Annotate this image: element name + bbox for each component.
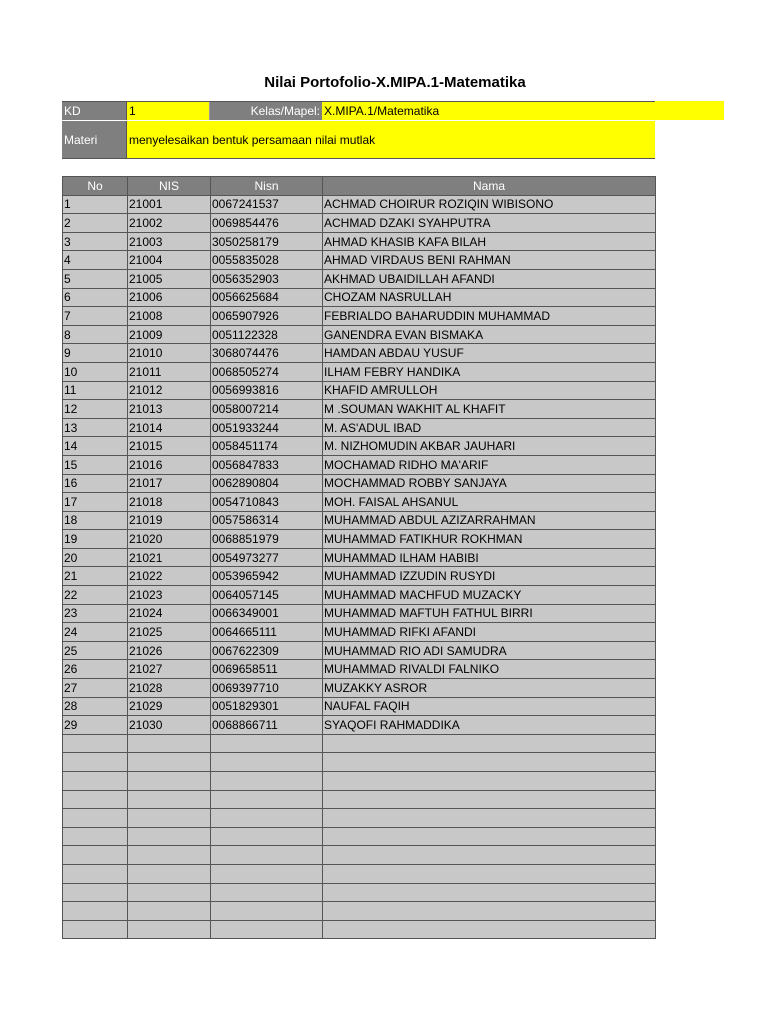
cell-nisn[interactable]: 0051122328 [211,325,323,344]
cell-no[interactable]: 10 [63,362,128,381]
cell-nama[interactable]: ACHMAD CHOIRUR ROZIQIN WIBISONO [323,195,656,214]
cell-no[interactable] [63,827,128,846]
cell-nama[interactable]: M. AS'ADUL IBAD [323,418,656,437]
cell-nama[interactable]: MUHAMMAD RIFKI AFANDI [323,623,656,642]
table-row [63,418,656,437]
table-row [63,307,656,326]
cell-nama[interactable]: KHAFID AMRULLOH [323,381,656,400]
cell-nisn[interactable] [211,864,323,883]
table-row [63,455,656,474]
cell-nisn[interactable] [211,734,323,753]
cell-nis[interactable]: 21010 [128,344,211,363]
cell-nis[interactable] [128,734,211,753]
cell-nama[interactable] [323,920,656,939]
cell-nama[interactable]: SYAQOFI RAHMADDIKA [323,716,656,735]
kd-row [62,101,724,120]
cell-no[interactable]: 29 [63,716,128,735]
cell-nis[interactable] [128,827,211,846]
cell-nisn[interactable]: 0068505274 [211,362,323,381]
cell-nama[interactable]: AKHMAD UBAIDILLAH AFANDI [323,269,656,288]
cell-nama[interactable]: MOH. FAISAL AHSANUL [323,493,656,512]
cell-nis[interactable]: 21005 [128,269,211,288]
cell-no[interactable]: 25 [63,641,128,660]
cell-nisn[interactable]: 0053965942 [211,567,323,586]
cell-no[interactable]: 23 [63,604,128,623]
cell-nis[interactable]: 21011 [128,362,211,381]
cell-nis[interactable]: 21001 [128,195,211,214]
cell-nisn[interactable] [211,883,323,902]
cell-nama[interactable] [323,864,656,883]
table-row [63,251,656,270]
cell-nis[interactable]: 21029 [128,697,211,716]
cell-nisn[interactable]: 0062890804 [211,474,323,493]
cell-no[interactable]: 3 [63,232,128,251]
cell-no[interactable] [63,883,128,902]
cell-no[interactable]: 8 [63,325,128,344]
table-row [63,530,656,549]
cell-nisn[interactable]: 0069397710 [211,679,323,698]
table-row [63,604,656,623]
cell-nama[interactable]: MUHAMMAD ABDUL AZIZARRAHMAN [323,511,656,530]
cell-nama[interactable] [323,827,656,846]
cell-nis[interactable]: 21023 [128,586,211,605]
cell-nis[interactable]: 21008 [128,307,211,326]
cell-nama[interactable]: MUZAKKY ASROR [323,679,656,698]
table-row [63,232,656,251]
header-no: No [63,177,128,196]
cell-nis[interactable]: 21019 [128,511,211,530]
cell-no[interactable]: 1 [63,195,128,214]
table-row [63,790,656,809]
cell-nisn[interactable]: 0069658511 [211,660,323,679]
cell-nis[interactable]: 21004 [128,251,211,270]
table-row [63,325,656,344]
cell-no[interactable]: 12 [63,400,128,419]
cell-no[interactable] [63,790,128,809]
cell-nama[interactable]: AHMAD KHASIB KAFA BILAH [323,232,656,251]
cell-nis[interactable] [128,809,211,828]
cell-nama[interactable]: MUHAMMAD RIVALDI FALNIKO [323,660,656,679]
cell-nama[interactable] [323,883,656,902]
cell-nisn[interactable]: 0055835028 [211,251,323,270]
cell-nama[interactable]: M. NIZHOMUDIN AKBAR JAUHARI [323,437,656,456]
cell-nisn[interactable] [211,809,323,828]
table-row [63,660,656,679]
cell-nisn[interactable]: 3050258179 [211,232,323,251]
cell-no[interactable]: 27 [63,679,128,698]
cell-no[interactable] [63,920,128,939]
table-row [63,437,656,456]
materi-label: Materi [62,121,127,158]
cell-no[interactable]: 24 [63,623,128,642]
cell-nama[interactable] [323,846,656,865]
cell-nama[interactable]: CHOZAM NASRULLAH [323,288,656,307]
cell-nis[interactable] [128,790,211,809]
cell-nis[interactable]: 21012 [128,381,211,400]
student-table [62,176,656,939]
cell-nama[interactable]: ACHMAD DZAKI SYAHPUTRA [323,214,656,233]
cell-nama[interactable] [323,790,656,809]
cell-nisn[interactable]: 0051933244 [211,418,323,437]
table-row [63,195,656,214]
table-row [63,716,656,735]
kelas-value[interactable]: X.MIPA.1/Matematika [322,101,724,120]
cell-nisn[interactable]: 0064057145 [211,586,323,605]
cell-nisn[interactable]: 0066349001 [211,604,323,623]
cell-no[interactable]: 15 [63,455,128,474]
cell-nama[interactable]: GANENDRA EVAN BISMAKA [323,325,656,344]
cell-nis[interactable]: 21009 [128,325,211,344]
table-row [63,400,656,419]
cell-nisn[interactable]: 0054973277 [211,548,323,567]
table-row [63,753,656,772]
cell-nis[interactable] [128,883,211,902]
table-row [63,809,656,828]
cell-nis[interactable]: 21017 [128,474,211,493]
cell-nis[interactable]: 21002 [128,214,211,233]
cell-nis[interactable]: 21003 [128,232,211,251]
cell-nis[interactable]: 21006 [128,288,211,307]
cell-nisn[interactable]: 0067622309 [211,641,323,660]
cell-no[interactable]: 26 [63,660,128,679]
table-row [63,511,656,530]
cell-no[interactable]: 2 [63,214,128,233]
cell-nis[interactable]: 21028 [128,679,211,698]
cell-nis[interactable] [128,753,211,772]
cell-no[interactable] [63,734,128,753]
cell-nis[interactable]: 21026 [128,641,211,660]
cell-no[interactable]: 7 [63,307,128,326]
cell-nama[interactable]: MUHAMMAD RIO ADI SAMUDRA [323,641,656,660]
kelas-label: Kelas/Mapel: [210,101,322,120]
cell-nisn[interactable] [211,753,323,772]
cell-nama[interactable] [323,753,656,772]
table-row [63,344,656,363]
cell-nisn[interactable]: 0068851979 [211,530,323,549]
table-row [63,548,656,567]
cell-nama[interactable]: MOCHAMMAD ROBBY SANJAYA [323,474,656,493]
cell-nama[interactable]: ILHAM FEBRY HANDIKA [323,362,656,381]
cell-nisn[interactable] [211,846,323,865]
table-row [63,772,656,791]
cell-nisn[interactable]: 0056993816 [211,381,323,400]
cell-nisn[interactable]: 0051829301 [211,697,323,716]
cell-no[interactable]: 16 [63,474,128,493]
table-row [63,679,656,698]
cell-no[interactable]: 28 [63,697,128,716]
cell-nis[interactable]: 21025 [128,623,211,642]
cell-no[interactable] [63,753,128,772]
cell-nama[interactable]: MUHAMMAD IZZUDIN RUSYDI [323,567,656,586]
cell-nisn[interactable]: 0056352903 [211,269,323,288]
cell-no[interactable]: 19 [63,530,128,549]
cell-nisn[interactable] [211,902,323,921]
table-row [63,493,656,512]
cell-no[interactable]: 5 [63,269,128,288]
cell-nisn[interactable]: 0057586314 [211,511,323,530]
cell-no[interactable]: 14 [63,437,128,456]
cell-no[interactable] [63,772,128,791]
cell-no[interactable] [63,846,128,865]
cell-nama[interactable]: MOCHAMAD RIDHO MA'ARIF [323,455,656,474]
cell-no[interactable]: 11 [63,381,128,400]
table-row [63,381,656,400]
cell-nama[interactable]: MUHAMMAD MACHFUD MUZACKY [323,586,656,605]
header-nama: Nama [323,177,656,196]
cell-nis[interactable]: 21022 [128,567,211,586]
cell-nisn[interactable]: 0054710843 [211,493,323,512]
table-row [63,902,656,921]
materi-row [62,121,655,159]
cell-nisn[interactable]: 0065907926 [211,307,323,326]
cell-nama[interactable] [323,902,656,921]
cell-nama[interactable] [323,734,656,753]
table-row [63,641,656,660]
table-row [63,864,656,883]
table-row [63,827,656,846]
cell-no[interactable]: 18 [63,511,128,530]
cell-nisn[interactable] [211,790,323,809]
cell-nama[interactable]: MUHAMMAD ILHAM HABIBI [323,548,656,567]
header-nis: NIS [128,177,211,196]
cell-nisn[interactable]: 0064665111 [211,623,323,642]
cell-no[interactable] [63,902,128,921]
table-row [63,846,656,865]
table-row [63,734,656,753]
cell-nama[interactable]: FEBRIALDO BAHARUDDIN MUHAMMAD [323,307,656,326]
cell-nama[interactable]: M .SOUMAN WAKHIT AL KHAFIT [323,400,656,419]
cell-no[interactable]: 21 [63,567,128,586]
table-row [63,883,656,902]
cell-nisn[interactable]: 0056625684 [211,288,323,307]
cell-nama[interactable]: MUHAMMAD FATIKHUR ROKHMAN [323,530,656,549]
cell-nis[interactable]: 21015 [128,437,211,456]
kd-value[interactable]: 1 [127,101,210,120]
cell-nis[interactable]: 21027 [128,660,211,679]
table-row [63,269,656,288]
cell-no[interactable]: 13 [63,418,128,437]
cell-nama[interactable]: AHMAD VIRDAUS BENI RAHMAN [323,251,656,270]
table-row [63,623,656,642]
cell-nisn[interactable] [211,827,323,846]
cell-nis[interactable] [128,864,211,883]
cell-nis[interactable]: 21030 [128,716,211,735]
table-row [63,586,656,605]
cell-nisn[interactable] [211,920,323,939]
table-row [63,474,656,493]
cell-no[interactable]: 6 [63,288,128,307]
cell-nama[interactable]: HAMDAN ABDAU YUSUF [323,344,656,363]
materi-value[interactable]: menyelesaikan bentuk persamaan nilai mutlak [127,121,655,158]
cell-nis[interactable] [128,920,211,939]
cell-nama[interactable] [323,772,656,791]
cell-nisn[interactable]: 0069854476 [211,214,323,233]
cell-nama[interactable]: NAUFAL FAQIH [323,697,656,716]
cell-no[interactable]: 4 [63,251,128,270]
kd-label: KD [62,101,127,120]
cell-no[interactable] [63,864,128,883]
table-row [63,288,656,307]
cell-nisn[interactable]: 0067241537 [211,195,323,214]
cell-nis[interactable]: 21013 [128,400,211,419]
cell-no[interactable] [63,809,128,828]
cell-no[interactable]: 17 [63,493,128,512]
cell-nis[interactable]: 21020 [128,530,211,549]
cell-no[interactable]: 9 [63,344,128,363]
cell-nisn[interactable] [211,772,323,791]
page-title: Nilai Portofolio-X.MIPA.1-Matematika [264,74,526,91]
cell-nis[interactable]: 21024 [128,604,211,623]
cell-nis[interactable]: 21016 [128,455,211,474]
cell-nis[interactable] [128,772,211,791]
cell-nama[interactable]: MUHAMMAD MAFTUH FATHUL BIRRI [323,604,656,623]
table-row [63,567,656,586]
table-header-row [63,177,656,196]
table-row [63,697,656,716]
cell-no[interactable]: 20 [63,548,128,567]
table-row [63,362,656,381]
cell-no[interactable]: 22 [63,586,128,605]
cell-nisn[interactable]: 0068866711 [211,716,323,735]
cell-nis[interactable]: 21018 [128,493,211,512]
cell-nisn[interactable]: 0056847833 [211,455,323,474]
cell-nama[interactable] [323,809,656,828]
header-nisn: Nisn [211,177,323,196]
table-row [63,920,656,939]
table-row [63,214,656,233]
cell-nisn[interactable]: 0058007214 [211,400,323,419]
cell-nis[interactable]: 21014 [128,418,211,437]
cell-nisn[interactable]: 0058451174 [211,437,323,456]
cell-nis[interactable] [128,846,211,865]
cell-nisn[interactable]: 3068074476 [211,344,323,363]
cell-nis[interactable]: 21021 [128,548,211,567]
cell-nis[interactable] [128,902,211,921]
